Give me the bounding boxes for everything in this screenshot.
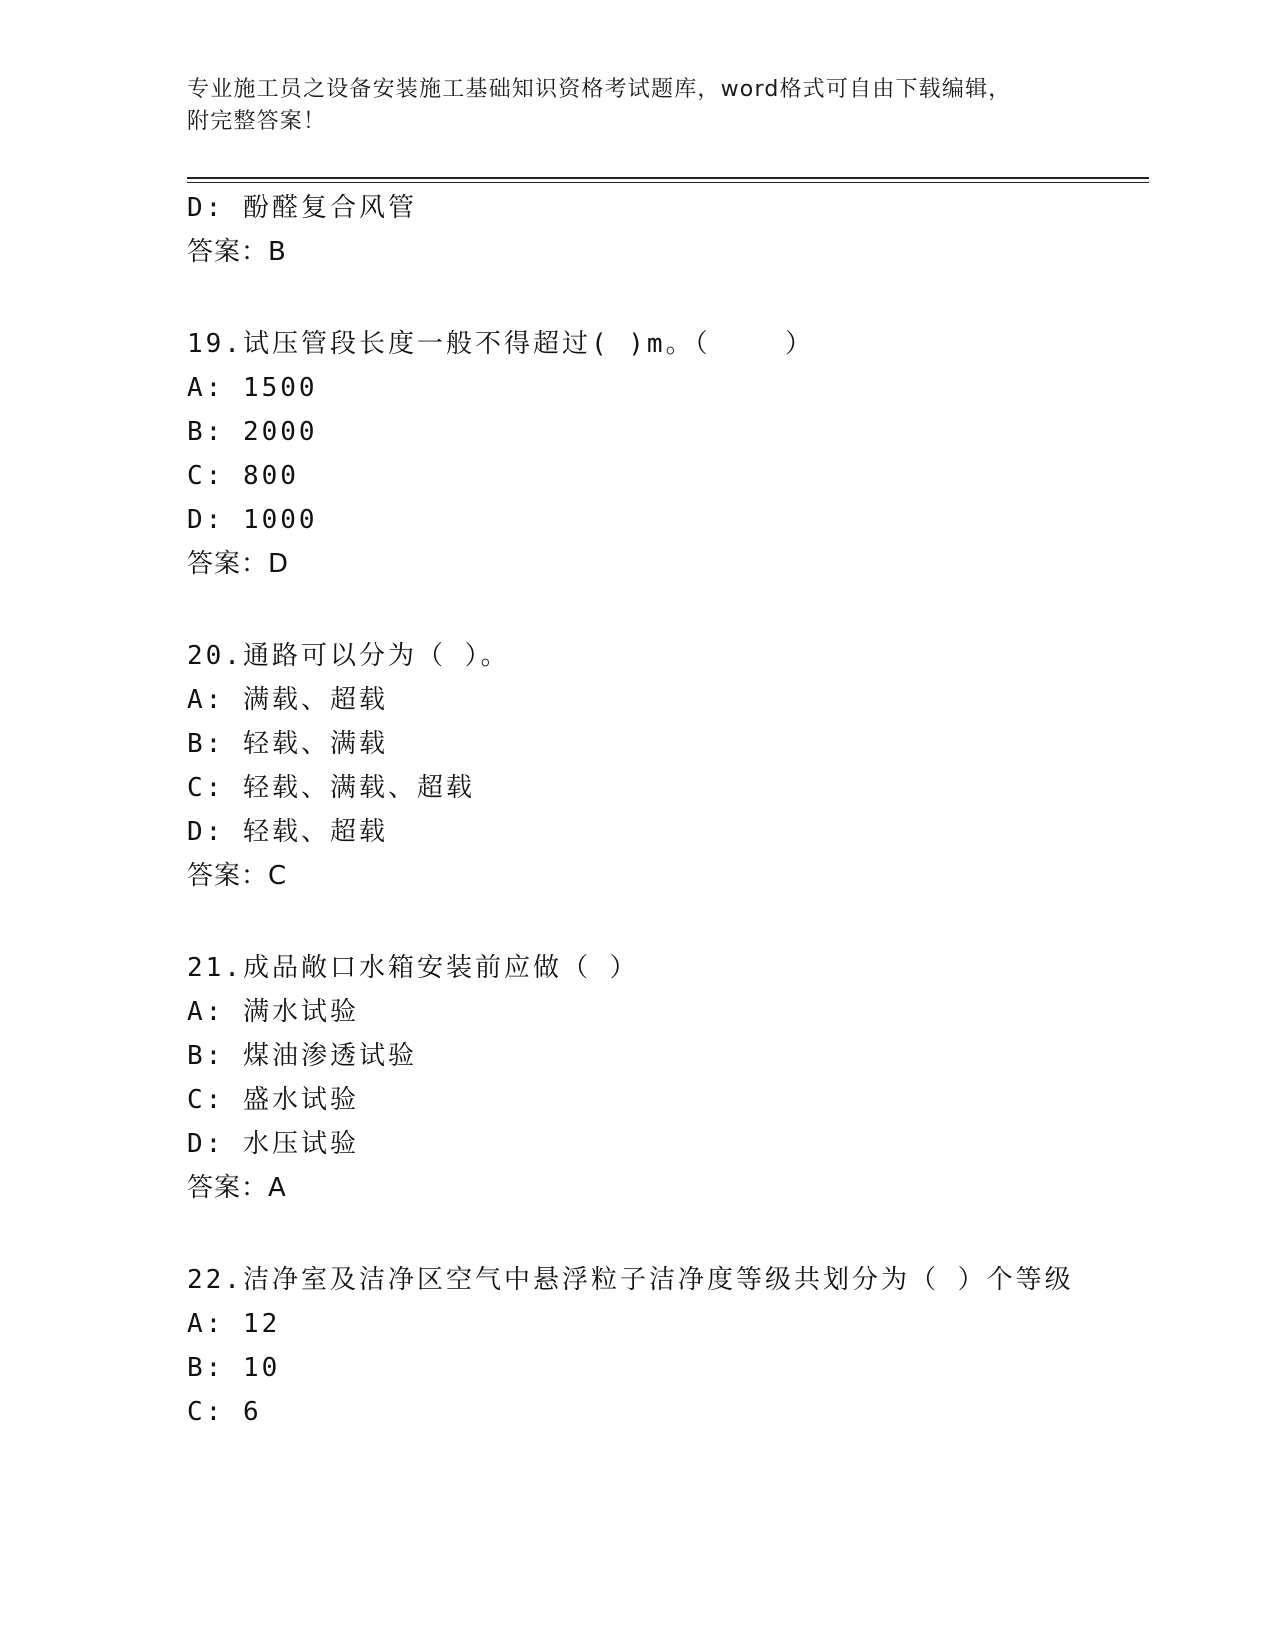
q20-option-c: C: 轻载、满载、超载 xyxy=(187,773,475,803)
q19-option-a: A: 1500 xyxy=(187,373,318,403)
q21-option-b: B: 煤油渗透试验 xyxy=(187,1041,417,1071)
q21-option-d: D: 水压试验 xyxy=(187,1129,359,1159)
q18-option-d: D: 酚醛复合风管 xyxy=(187,193,417,223)
q19-option-c: C: 800 xyxy=(187,461,299,491)
q19-question: 19.试压管段长度一般不得超过( )m。（ ） xyxy=(187,329,815,359)
header-line-2: 附完整答案！ xyxy=(187,109,327,134)
q21-option-c: C: 盛水试验 xyxy=(187,1085,359,1115)
q21-answer: 答案：A xyxy=(187,1173,287,1203)
q19-answer: 答案：D xyxy=(187,549,290,579)
q20-question: 20.通路可以分为（ ）。 xyxy=(187,641,510,671)
q22-option-b: B: 10 xyxy=(187,1353,281,1383)
header-divider-thick xyxy=(187,177,1149,179)
q20-option-d: D: 轻载、超载 xyxy=(187,817,388,847)
q19-option-d: D: 1000 xyxy=(187,505,318,535)
q20-option-b: B: 轻载、满载 xyxy=(187,729,388,759)
header-divider-thin xyxy=(187,182,1149,183)
q22-option-a: A: 12 xyxy=(187,1309,281,1339)
q18-answer: 答案：B xyxy=(187,237,287,267)
q21-question: 21.成品敞口水箱安装前应做（ ） xyxy=(187,953,639,983)
q20-option-a: A: 满载、超载 xyxy=(187,685,388,715)
document-header xyxy=(187,74,1067,138)
q22-question: 22.洁净室及洁净区空气中悬浮粒子洁净度等级共划分为（ ）个等级 xyxy=(187,1265,1074,1295)
q20-answer: 答案：C xyxy=(187,861,288,891)
q21-option-a: A: 满水试验 xyxy=(187,997,359,1027)
q19-option-b: B: 2000 xyxy=(187,417,318,447)
header-line-1: 专业施工员之设备安装施工基础知识资格考试题库，word格式可自由下载编辑， xyxy=(187,77,1012,102)
q22-option-c: C: 6 xyxy=(187,1397,262,1427)
